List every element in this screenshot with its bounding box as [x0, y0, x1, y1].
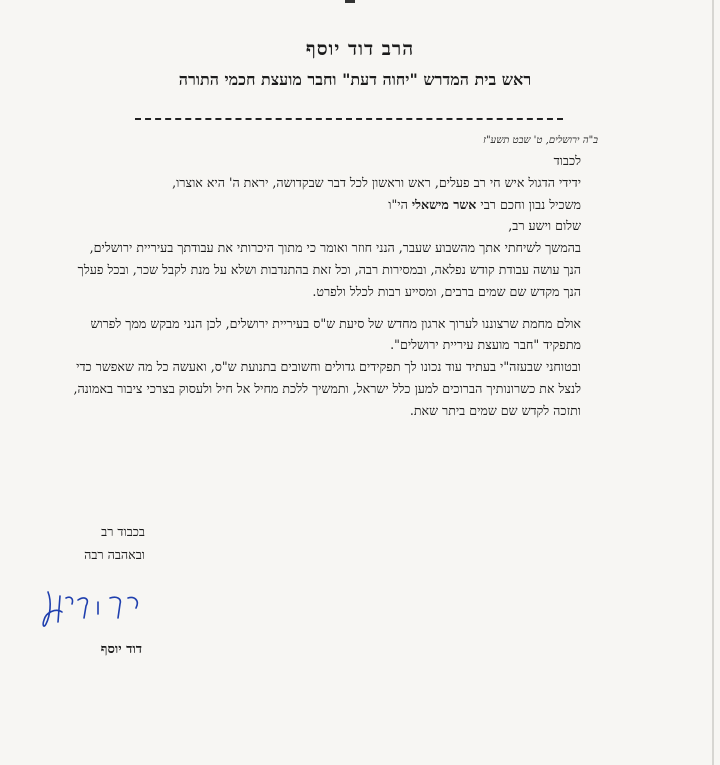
handwritten-signature [30, 578, 160, 638]
paragraph-2: אולם מחמת שרצוננו לערוך ארגון מחדש של סיעת ש"ס בעיריית ירושלים, לכן הנני מבקש ממך לפרוש מתפקיד "חבר מועצת עיריית ירושלים". [90, 315, 581, 353]
closing [84, 520, 145, 566]
signature-name: דוד יוסף [100, 642, 142, 657]
salutation-suffix: הי"ו [388, 196, 412, 212]
letterhead-name: הרב דוד יוסף [305, 38, 415, 60]
salutation-line-2 [69, 194, 581, 216]
greeting: שלום וישע רב, [508, 218, 581, 234]
letterhead-divider [135, 118, 563, 120]
salutation-line-1: ידידי הדגול איש חי רב פעלים, ראש וראשון לכל דבר שבקדושה, יראת ה' היא אוצרו, [172, 174, 581, 190]
paragraph-3: ובטוחני שבעזה"י בעתיד עוד נכונו לך תפקידים גדולים וחשובים בתנועת ש"ס, ואעשה כל מה שאפשר כדי לנצל את כשרונותיך הברוכים למען כלל ישראל, ותמשיך ללכת מחיל אל חיל ולעסוק בצרכי ציבור באמונה, ותזכה לקדש שם שמים ביתר שאת. [73, 359, 581, 418]
paragraph-1: בהמשך לשיחתי אתך מהשבוע שעבר, הנני חוזר ואומר כי מתוך היכרותי את עבודתך בעיריית ירושלים, הנך עושה עבודת קודש נפלאה, ובמסירות רבה, וכל זאת בהתנדבות ושלא על מנת לקבל שכר, ובכל פעלך הנך מקדש שם שמים ברבים, ומסייע רבות לכלל ולפרט. [77, 240, 581, 299]
closing-line-2: ובאהבה רבה [84, 547, 145, 562]
letterhead-title: ראש בית המדרש "יחוה דעת" וחבר מועצת חכמי התורה [178, 70, 532, 89]
closing-line-1: בכבוד רב [101, 524, 145, 539]
page-edge-shadow [712, 0, 714, 765]
recipient-name: אשר מישאלי [411, 196, 477, 212]
letter-date: ב"ה ירושלים, ט' שבט תשע"ז [483, 135, 598, 146]
page-edge-mark [345, 0, 355, 3]
letter-body [69, 150, 581, 422]
paragraph-gap [69, 303, 581, 313]
salutation-to: לכבוד [553, 153, 581, 168]
salutation-prefix: משכיל נבון וחכם רבי [476, 196, 581, 212]
